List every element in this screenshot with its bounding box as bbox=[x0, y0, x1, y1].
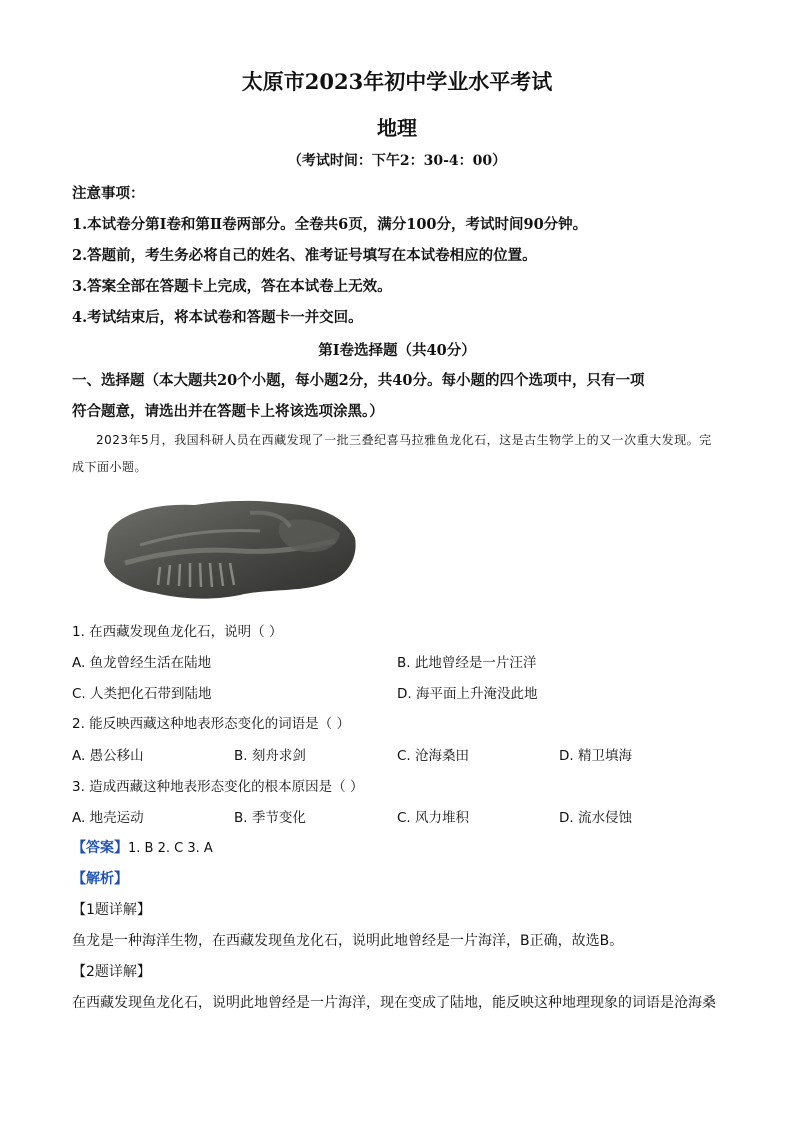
note-item-3: 3.答案全部在答题卡上完成，答在本试卷上无效。 bbox=[72, 278, 392, 295]
notes-heading: 注意事项： bbox=[72, 185, 145, 202]
exam-time: （考试时间：下午2：30-4：00） bbox=[287, 153, 507, 169]
subject-title: 地理 bbox=[377, 116, 417, 140]
section-instruction-2: 符合题意，请选出并在答题卡上将该选项涂黑。） bbox=[72, 403, 384, 420]
question-2-option-b[interactable]: B. 刻舟求剑 bbox=[234, 748, 306, 764]
question-1-stem: 1. 在西藏发现鱼龙化石，说明（ ） bbox=[72, 624, 283, 640]
question-2-stem: 2. 能反映西藏这种地表形态变化的词语是（ ） bbox=[72, 716, 350, 732]
question-3-option-c[interactable]: C. 风力堆积 bbox=[397, 810, 470, 826]
answer-tag: 【答案】 bbox=[72, 840, 128, 856]
answer-line bbox=[72, 837, 213, 857]
detail-1-text: 鱼龙是一种海洋生物，在西藏发现鱼龙化石，说明此地曾经是一片海洋，B正确，故选B。 bbox=[72, 933, 624, 949]
exam-title: 太原市2023年初中学业水平考试 bbox=[241, 69, 553, 94]
fossil-image bbox=[100, 493, 360, 603]
question-3-option-a[interactable]: A. 地壳运动 bbox=[72, 810, 144, 826]
question-3-stem: 3. 造成西藏这种地表形态变化的根本原因是（ ） bbox=[72, 779, 364, 795]
analysis-tag: 【解析】 bbox=[72, 871, 128, 887]
question-1-option-a[interactable]: A. 鱼龙曾经生活在陆地 bbox=[72, 655, 212, 671]
question-2-option-d[interactable]: D. 精卫填海 bbox=[559, 748, 632, 764]
question-3-option-b[interactable]: B. 季节变化 bbox=[234, 810, 306, 826]
detail-2-tag: 【2题详解】 bbox=[72, 964, 151, 980]
note-item-2: 2.答题前，考生务必将自己的姓名、准考证号填写在本试卷相应的位置。 bbox=[72, 247, 537, 264]
note-item-4: 4.考试结束后，将本试卷和答题卡一并交回。 bbox=[72, 309, 363, 326]
section-instruction-1: 一、选择题（本大题共20个小题，每小题2分，共40分。每小题的四个选项中，只有一项 bbox=[72, 372, 645, 389]
question-1-option-c[interactable]: C. 人类把化石带到陆地 bbox=[72, 686, 212, 702]
section-title: 第Ⅰ卷选择题（共40分） bbox=[318, 342, 476, 359]
detail-2-text: 在西藏发现鱼龙化石，说明此地曾经是一片海洋，现在变成了陆地，能反映这种地理现象的词语是沧海桑 bbox=[72, 995, 716, 1011]
detail-1-tag: 【1题详解】 bbox=[72, 902, 151, 918]
note-item-1: 1.本试卷分第Ⅰ卷和第Ⅱ卷两部分。全卷共6页，满分100分，考试时间90分钟。 bbox=[72, 216, 588, 233]
question-1-option-d[interactable]: D. 海平面上升淹没此地 bbox=[397, 686, 538, 702]
question-3-option-d[interactable]: D. 流水侵蚀 bbox=[559, 810, 632, 826]
question-2-option-a[interactable]: A. 愚公移山 bbox=[72, 748, 144, 764]
passage-text: 2023年5月，我国科研人员在西藏发现了一批三叠纪喜马拉雅鱼龙化石，这是古生物学上的又一次重大发现。完成下面小题。 bbox=[72, 433, 712, 474]
question-2-option-c[interactable]: C. 沧海桑田 bbox=[397, 748, 470, 764]
question-1-option-b[interactable]: B. 此地曾经是一片汪洋 bbox=[397, 655, 537, 671]
answer-text: 1. B 2. C 3. A bbox=[128, 841, 213, 856]
